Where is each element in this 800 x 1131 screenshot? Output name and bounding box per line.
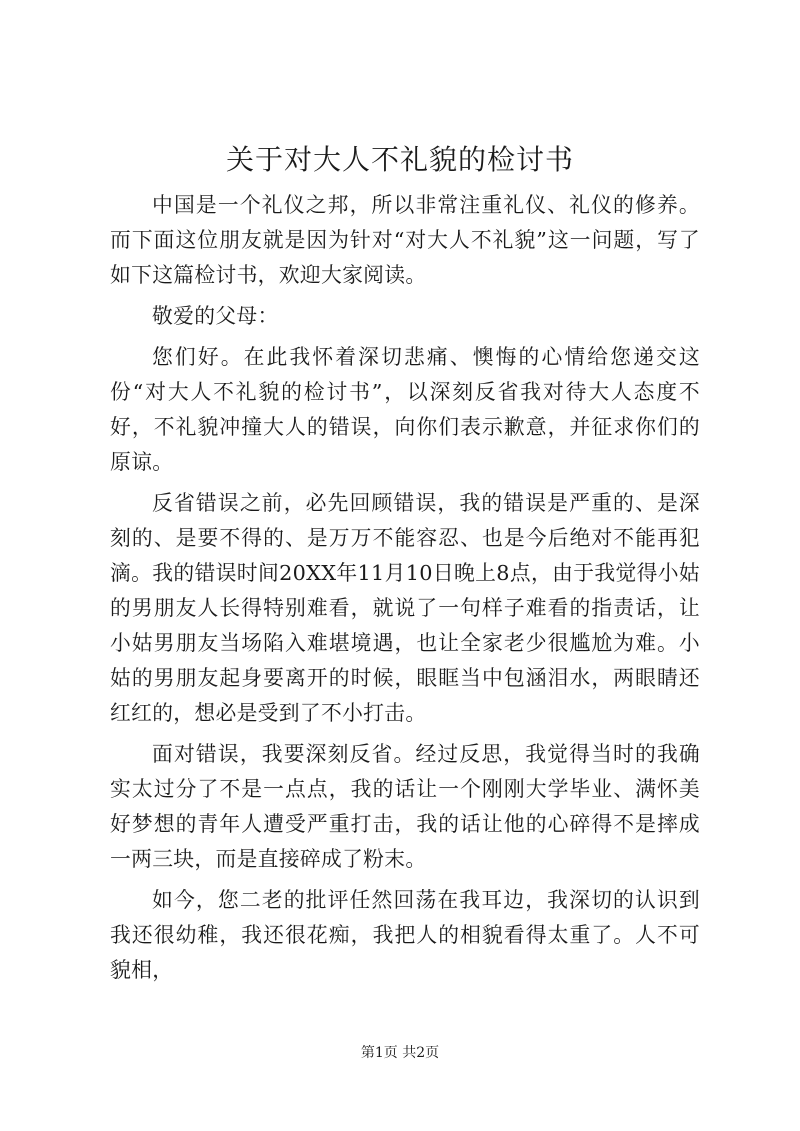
paragraph-review: 反省错误之前，必先回顾错误，我的错误是严重的、是深刻的、是要不得的、是万万不能容忍、也是今后绝对不能再犯滴。我的错误时间20XX年11月10日晚上8点，由于我觉得小姑的男朋友人长得特别难看，就说了一句样子难看的指责话，让小姑男朋友当场陷入难堪境遇，也让全家老少很尴尬为难。小姑的男朋友起身要离开的时候，眼眶当中包涵泪水，两眼睛还红红的，想必是受到了不小打击。: [110, 491, 700, 725]
paragraph-salutation: 敬爱的父母：: [152, 304, 279, 328]
page-number-footer: 第1页 共2页: [360, 1045, 440, 1061]
paragraph-reflection: 面对错误，我要深刻反省。经过反思，我觉得当时的我确实太过分了不是一点点，我的话让一个刚刚大学毕业、满怀美好梦想的青年人遭受严重打击，我的话让他的心碎得不是摔成一两三块，而是直接碎成了粉末。: [110, 742, 700, 871]
document-title: 关于对大人不礼貌的检讨书: [225, 143, 574, 176]
paragraph-realization: 如今，您二老的批评任然回荡在我耳边，我深切的认识到我还很幼稚，我还很花痴，我把人的相貌看得太重了。人不可貌相，: [110, 888, 700, 982]
paragraph-intro: 中国是一个礼仪之邦，所以非常注重礼仪、礼仪的修养。而下面这位朋友就是因为针对“对大人不礼貌”这一问题，写了如下这篇检讨书，欢迎大家阅读。: [110, 193, 700, 287]
document-body: [110, 188, 700, 991]
paragraph-greeting: 您们好。在此我怀着深切悲痛、懊悔的心情给您递交这份“对大人不礼貌的检讨书”，以深刻反省我对待大人态度不好，不礼貌冲撞大人的错误，向你们表示歉意，并征求你们的原谅。: [110, 345, 700, 474]
